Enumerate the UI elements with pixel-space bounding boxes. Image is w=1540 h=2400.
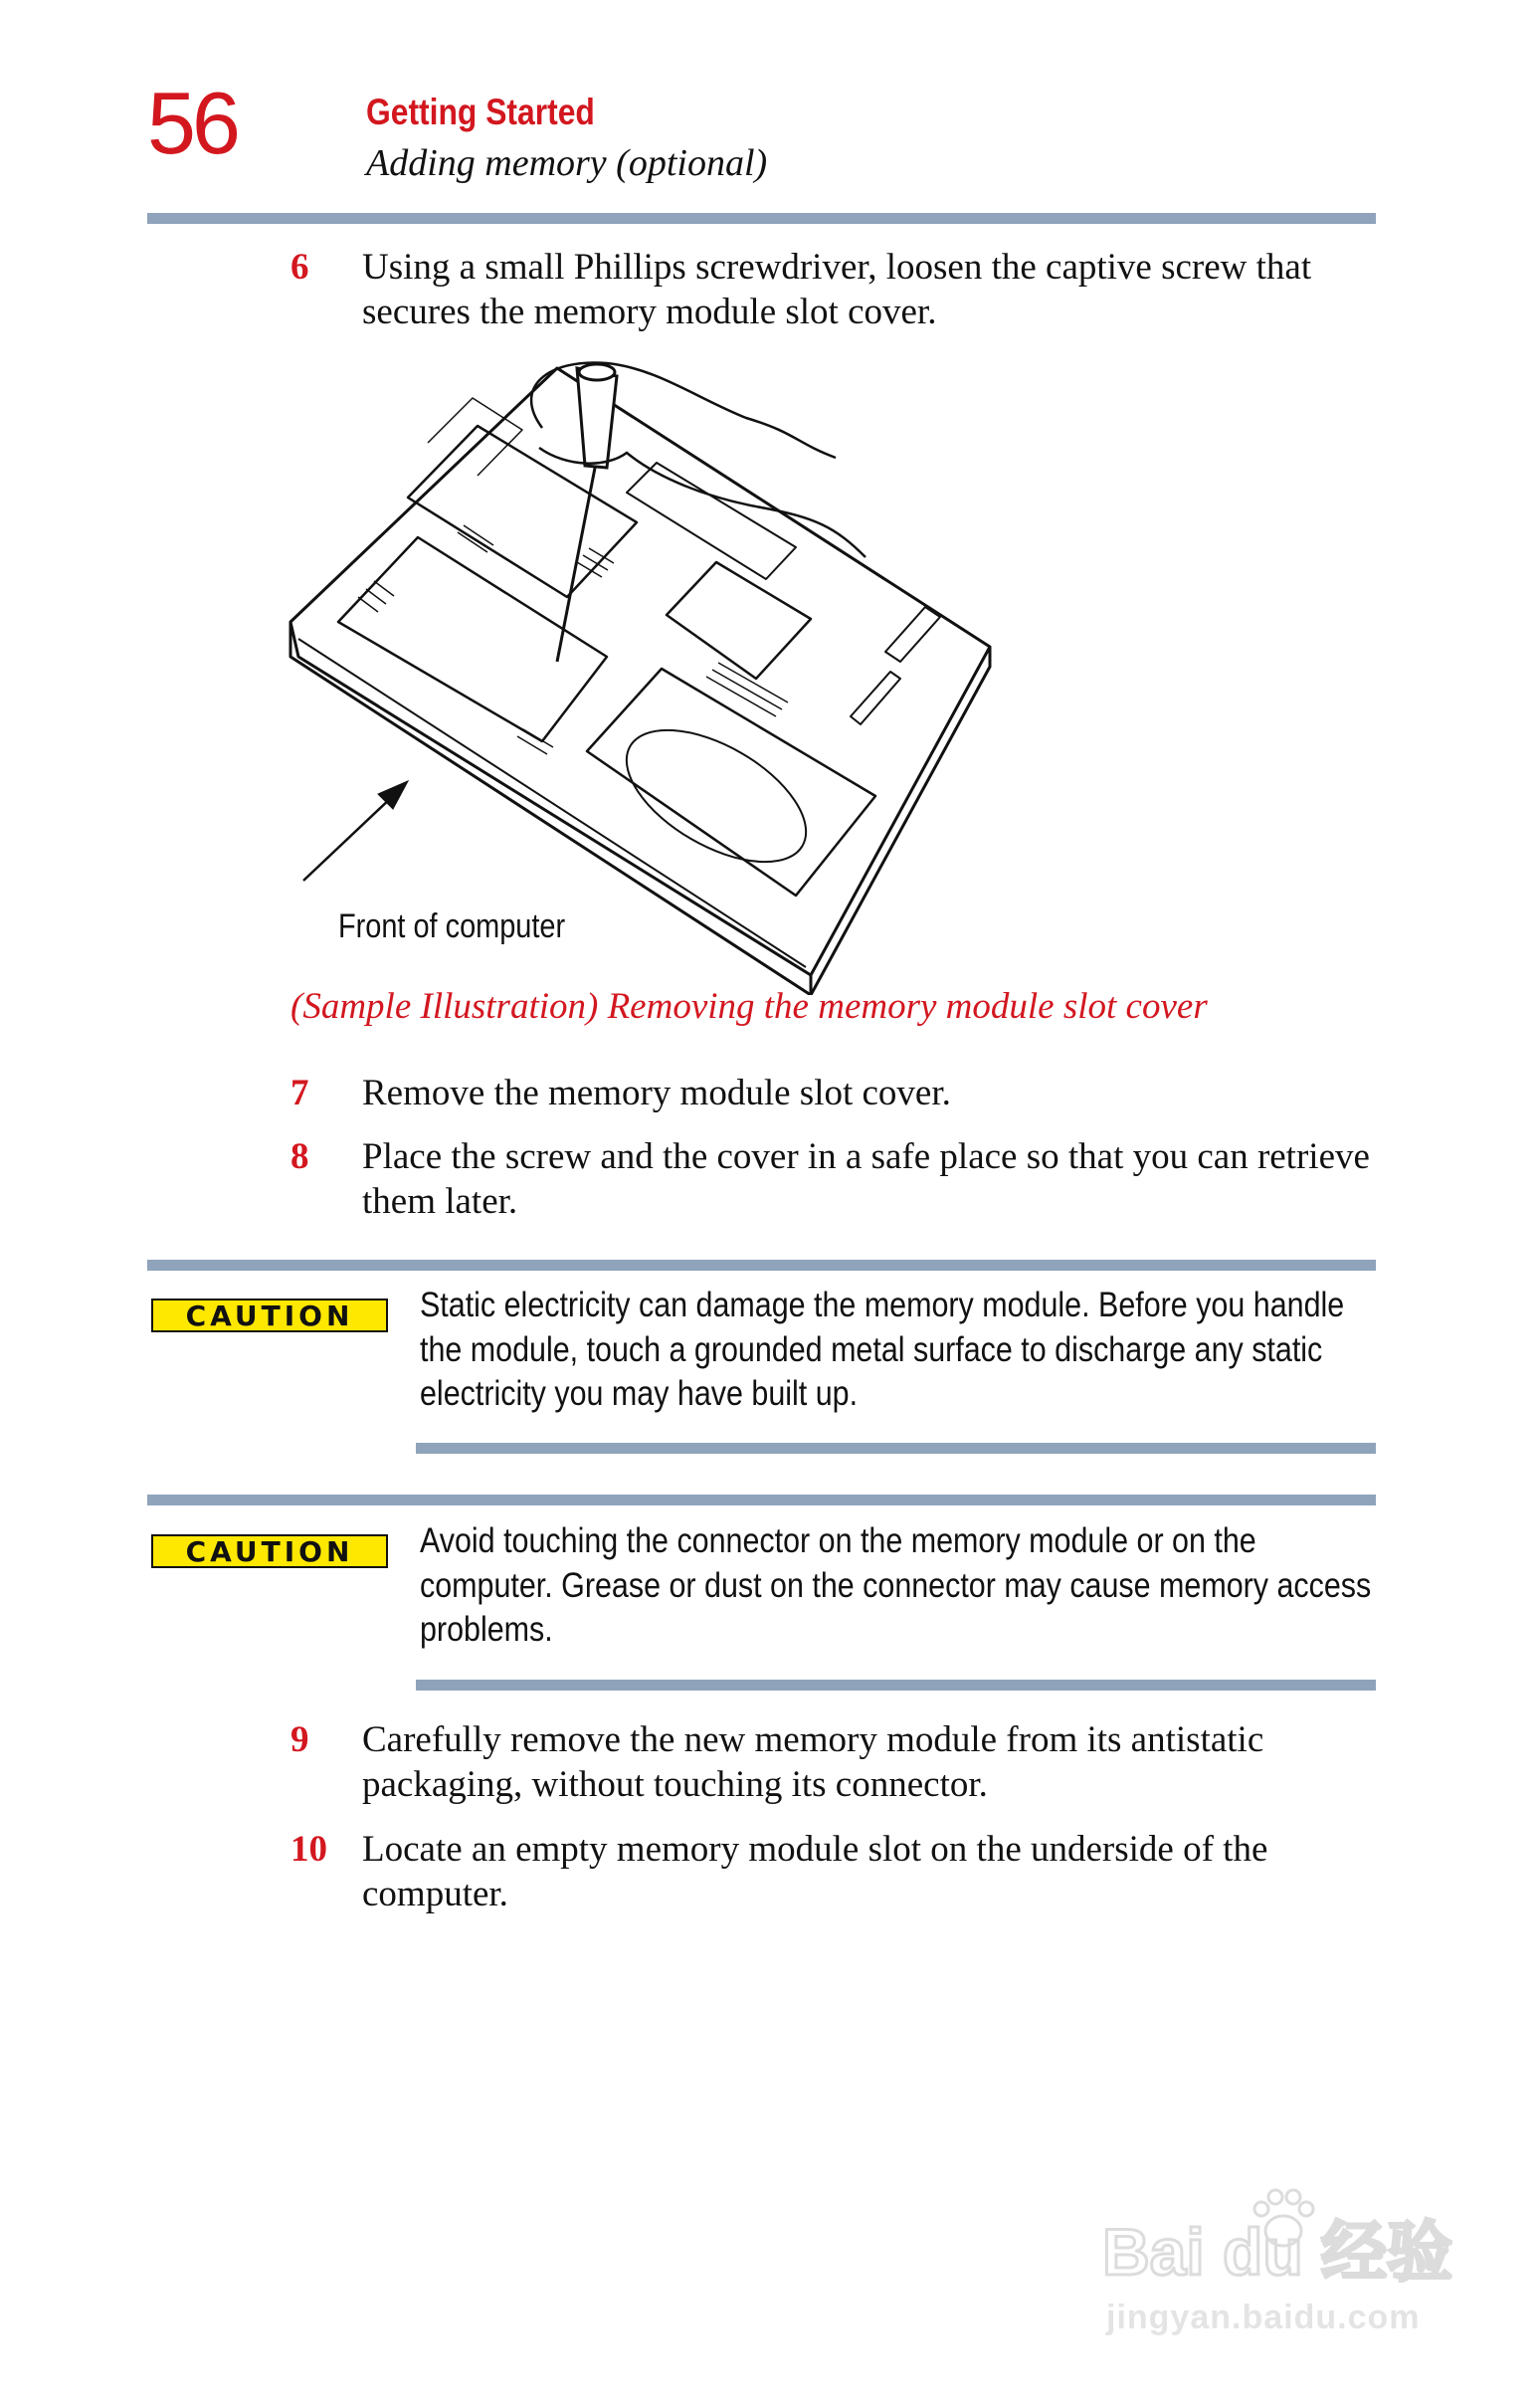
paw-icon <box>1244 2179 1323 2259</box>
figure-label: Front of computer <box>338 907 566 945</box>
caution-top-rule <box>147 1260 1376 1271</box>
header-rule <box>147 213 1376 224</box>
section-title: Adding memory (optional) <box>366 142 768 184</box>
step-text: Locate an empty memory module slot on the underside of the computer. <box>362 1829 1268 1914</box>
caution-bottom-rule <box>416 1443 1376 1454</box>
battery-panel <box>338 537 607 741</box>
screwdriver-icon <box>557 364 617 662</box>
caution-bottom-rule <box>416 1680 1376 1691</box>
step-6 <box>290 245 1385 334</box>
arrow-icon <box>303 781 408 881</box>
step-8 <box>290 1134 1385 1224</box>
step-9 <box>290 1717 1385 1807</box>
chapter-title: Getting Started <box>366 92 595 132</box>
memory-slot-cover <box>667 562 811 679</box>
step-number: 7 <box>290 1073 309 1113</box>
step-number: 8 <box>290 1136 309 1177</box>
watermark-url: jingyan.baidu.com <box>1106 2299 1421 2336</box>
caution-badge: CAUTION <box>151 1534 388 1568</box>
step-text: Using a small Phillips screwdriver, loosen the captive screw that secures the memory module slot cover. <box>362 247 1312 332</box>
step-number: 9 <box>290 1719 309 1760</box>
step-10 <box>290 1827 1385 1916</box>
caution-badge: CAUTION <box>151 1299 388 1332</box>
caution-top-rule <box>147 1495 1376 1505</box>
step-text: Carefully remove the new memory module from its antistatic packaging, without touching its connector. <box>362 1719 1264 1805</box>
figure-caption: (Sample Illustration) Removing the memory module slot cover <box>290 986 1208 1027</box>
caution-text: Static electricity can damage the memory module. Before you handle the module, touch a grounded metal surface to discharge any static electricity you may have built up. <box>420 1286 1345 1413</box>
caution-text: Avoid touching the connector on the memory module or on the computer. Grease or dust on the connector may cause memory access problems. <box>420 1521 1372 1649</box>
step-number: 6 <box>290 247 309 288</box>
step-text: Place the screw and the cover in a safe place so that you can retrieve them later. <box>362 1136 1370 1222</box>
laptop-illustration <box>279 358 1074 995</box>
step-text: Remove the memory module slot cover. <box>362 1073 951 1113</box>
step-7 <box>290 1071 1385 1120</box>
step-number: 10 <box>290 1829 327 1870</box>
page-number: 56 <box>147 74 237 172</box>
watermark-brand: Bai du 经验 <box>1102 2215 1453 2289</box>
